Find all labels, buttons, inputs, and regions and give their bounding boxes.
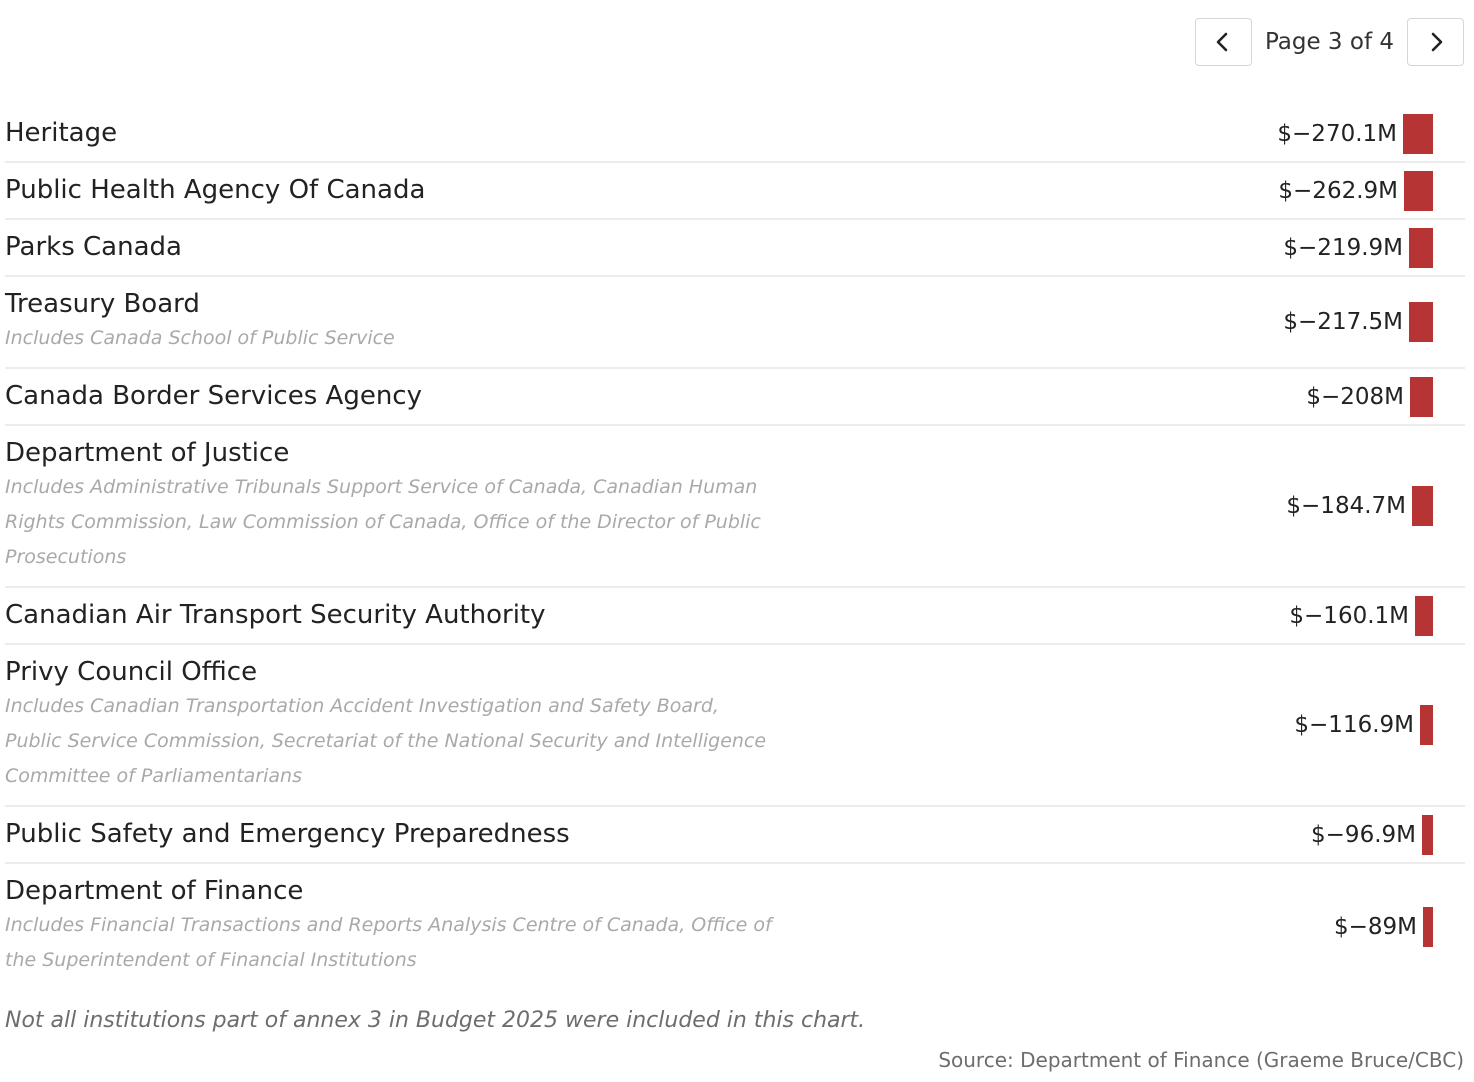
institution-name: Canadian Air Transport Security Authority <box>5 600 546 630</box>
institution-note: Includes Canadian Transportation Accident Investigation and Safety Board, Public Service Commission, Secretariat of the National Security and Intelligence Committee of Parliamentarians <box>5 695 767 787</box>
pagination <box>1195 17 1464 67</box>
bar <box>1422 815 1433 855</box>
row-value-block <box>1286 486 1465 526</box>
row-value-block <box>1306 377 1465 417</box>
row-label-block <box>5 588 795 643</box>
table-row <box>5 369 1465 426</box>
chevron-right-icon <box>1425 31 1447 53</box>
bar <box>1410 377 1433 417</box>
institution-name: Department of Justice <box>5 438 290 468</box>
bar <box>1423 907 1433 947</box>
table-row <box>5 588 1465 645</box>
bar <box>1409 302 1433 342</box>
bar <box>1415 596 1433 636</box>
previous-page-button[interactable] <box>1195 18 1252 66</box>
institution-name: Public Health Agency Of Canada <box>5 175 426 205</box>
institution-name: Treasury Board <box>5 289 200 319</box>
value-label: $−89M <box>1333 913 1417 940</box>
row-value-block <box>1277 114 1465 154</box>
table-row <box>5 864 1465 989</box>
row-value-block <box>1283 302 1465 342</box>
row-label-block <box>5 220 795 275</box>
page-indicator: Page 3 of 4 <box>1264 29 1394 55</box>
chevron-left-icon <box>1212 31 1234 53</box>
row-value-block <box>1283 228 1465 268</box>
table-row <box>5 277 1465 369</box>
bar <box>1404 171 1433 211</box>
row-label-block <box>5 426 795 586</box>
institution-bar-list <box>5 106 1465 989</box>
value-label: $−116.9M <box>1294 712 1414 738</box>
institution-name: Public Safety and Emergency Preparedness <box>5 819 570 849</box>
table-row <box>5 163 1465 220</box>
institution-name: Privy Council Office <box>5 657 258 687</box>
row-label-block <box>5 864 795 989</box>
value-label: $−219.9M <box>1283 234 1403 261</box>
institution-name: Parks Canada <box>5 232 182 262</box>
bar <box>1409 228 1433 268</box>
bar <box>1420 705 1433 745</box>
row-value-block <box>1294 705 1465 745</box>
institution-note: Includes Canada School of Public Service <box>5 327 395 349</box>
institution-note: Includes Financial Transactions and Reports Analysis Centre of Canada, Office of the Superintendent of Financial Institutions <box>5 914 772 971</box>
bar <box>1403 114 1433 154</box>
chart-footnote: Not all institutions part of annex 3 in Budget 2025 were included in this chart. <box>5 1008 866 1033</box>
row-label-block <box>5 106 795 161</box>
next-page-button[interactable] <box>1407 18 1464 66</box>
row-label-block <box>5 163 795 218</box>
row-label-block <box>5 645 795 805</box>
row-value-block <box>1289 596 1465 636</box>
institution-name: Canada Border Services Agency <box>5 381 422 411</box>
value-label: $−160.1M <box>1289 602 1409 629</box>
value-label: $−96.9M <box>1311 821 1416 848</box>
institution-name: Heritage <box>5 118 118 148</box>
value-label: $−270.1M <box>1277 120 1397 147</box>
value-label: $−184.7M <box>1286 493 1406 519</box>
bar <box>1412 486 1433 526</box>
table-row <box>5 106 1465 163</box>
value-label: $−217.5M <box>1283 309 1403 335</box>
row-value-block <box>1334 907 1465 947</box>
table-row <box>5 807 1465 864</box>
row-label-block <box>5 277 795 367</box>
institution-note: Includes Administrative Tribunals Support Service of Canada, Canadian Human Rights Commission, Law Commission of Canada, Office of the Director of Public Prosecutions <box>5 476 761 568</box>
table-row <box>5 220 1465 277</box>
institution-name: Department of Finance <box>5 876 304 906</box>
source-credit: Source: Department of Finance (Graeme Bruce/CBC) <box>938 1048 1464 1072</box>
value-label: $−262.9M <box>1278 177 1398 204</box>
row-value-block <box>1278 171 1465 211</box>
table-row <box>5 426 1465 588</box>
row-value-block <box>1311 815 1465 855</box>
value-label: $−208M <box>1306 383 1404 410</box>
row-label-block <box>5 807 795 862</box>
row-label-block <box>5 369 795 424</box>
table-row <box>5 645 1465 807</box>
